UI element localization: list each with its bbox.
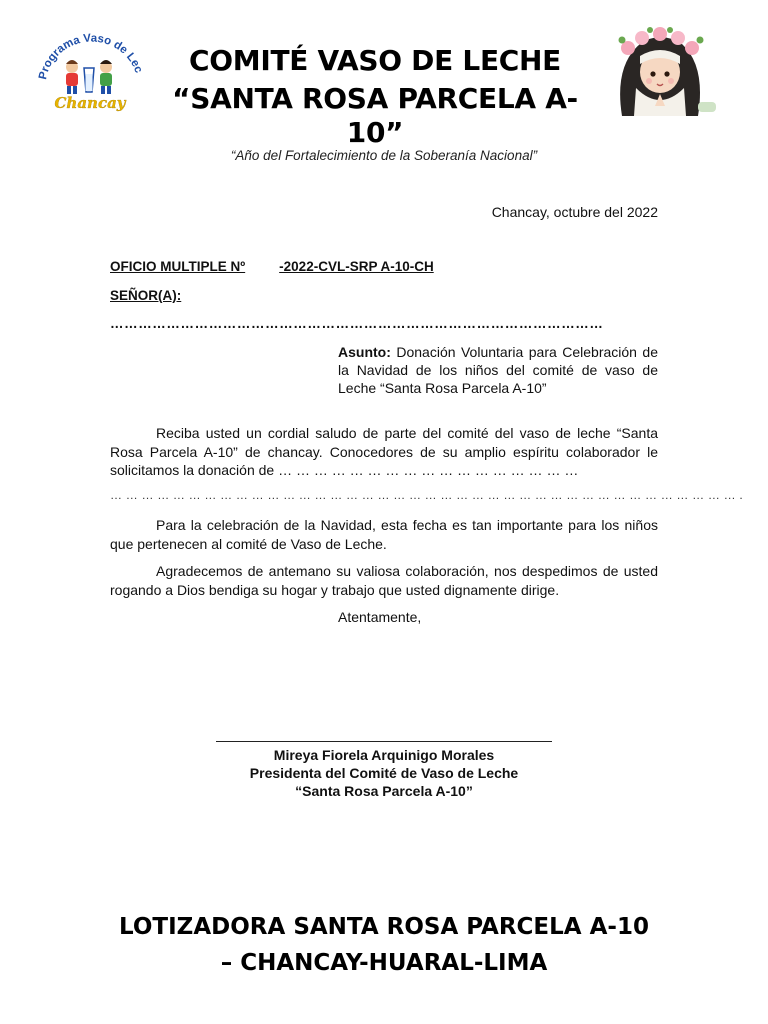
signer-name: Mireya Fiorela Arquinigo Morales — [273, 747, 495, 763]
oficio-reference — [110, 259, 434, 274]
committee-title: COMITÉ VASO DE LECHE — [189, 44, 561, 77]
footer-line-2: – CHANCAY-HUARAL-LIMA — [220, 950, 548, 976]
subject-block — [338, 343, 658, 397]
oficio-label: OFICIO MULTIPLE Nº — [110, 259, 246, 274]
body-paragraph-1: Reciba usted un cordial saludo de parte del comité del vaso de leche “Santa Rosa Parcela A-10” de chancay. Conocedores de su amplio espíritu colaborador le solicitamos la donación de … … … … … … … … … … … … … … … … … — [110, 425, 658, 478]
signer-role: Presidenta del Comité de Vaso de Leche — [249, 765, 519, 781]
recipient-dotted-line: …………………………………………………………………………………………… — [110, 316, 604, 331]
oficio-code: -2022-CVL-SRP A-10-CH — [279, 259, 434, 274]
signer-organization: “Santa Rosa Parcela A-10” — [295, 783, 473, 799]
signature-line — [216, 741, 552, 742]
closing-text: Atentamente, — [338, 609, 422, 625]
logo-arc-text: Programa Vaso de Lec — [37, 32, 145, 81]
subject-label: Asunto: — [338, 344, 391, 360]
body-paragraph-2: Para la celebración de la Navidad, esta fecha es tan importante para los niños que pertenecen al comité de Vaso de Leche. — [110, 517, 658, 552]
salutation: SEÑOR(A): — [110, 288, 182, 303]
donation-dotted-line: … … … … … … … … … … … … … … … … … … … … … … … … … … … … … … … … … … … … … … … … . — [110, 488, 743, 502]
committee-subtitle: “SANTA ROSA PARCELA A-10” — [172, 82, 578, 149]
santa-rosa-illustration — [600, 26, 720, 118]
logo-city-text: Chancay — [54, 94, 126, 112]
milk-glass-icon — [84, 68, 94, 92]
programa-vaso-de-leche-logo — [32, 22, 148, 114]
letter-date: Chancay, octubre del 2022 — [491, 204, 658, 220]
footer-line-1: LOTIZADORA SANTA ROSA PARCELA A-10 — [119, 914, 649, 940]
year-motto: “Año del Fortalecimiento de la Soberanía Nacional” — [230, 148, 538, 163]
subject-text: Donación Voluntaria para Celebración de la Navidad de los niños del comité de vaso de Leche “Santa Rosa Parcela A-10” — [338, 344, 658, 396]
body-paragraph-3: Agradecemos de antemano su valiosa colaboración, nos despedimos de usted rogando a Dios bendiga su hogar y trabajo que usted dignamente dirige. — [110, 563, 658, 598]
